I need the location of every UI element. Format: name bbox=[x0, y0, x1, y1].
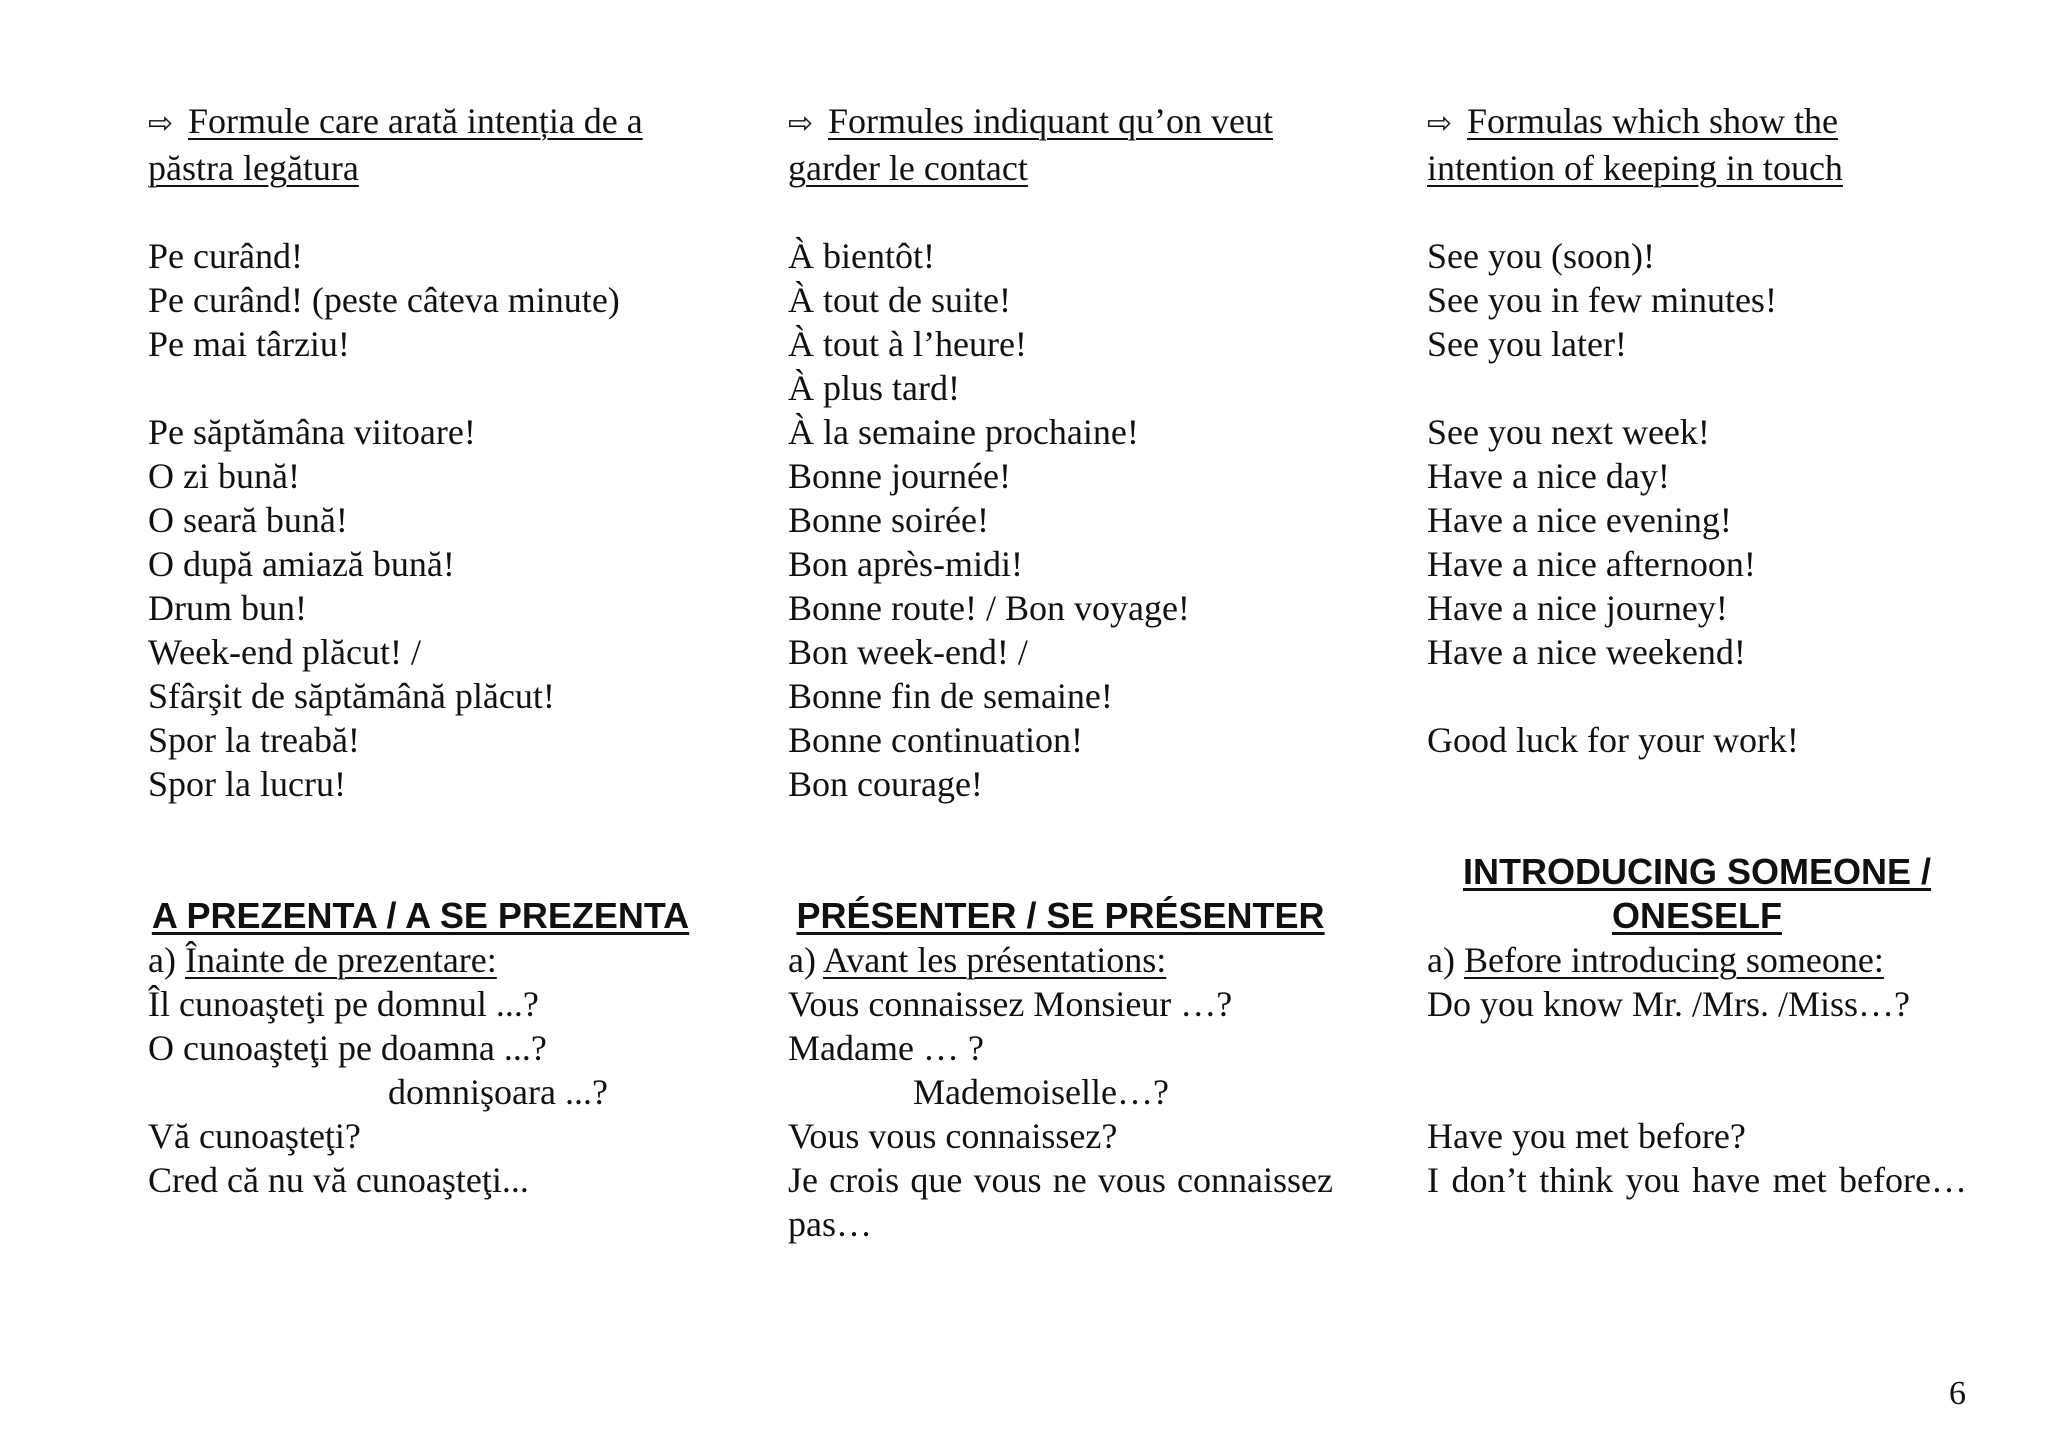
phrase: Have a nice weekend! bbox=[1427, 632, 1746, 672]
question: Mademoiselle…? bbox=[913, 1072, 1169, 1112]
phrase: À plus tard! bbox=[788, 368, 960, 408]
question: O cunoaşteţi pe doamna ...? bbox=[148, 1028, 547, 1068]
column-romanian bbox=[148, 99, 693, 1202]
phrase: See you in few minutes! bbox=[1427, 280, 1777, 320]
phrase: O zi bună! bbox=[148, 456, 300, 496]
section-title-introducing: PRÉSENTER / SE PRÉSENTER bbox=[796, 895, 1325, 936]
sub-heading-line: a) Înainte de prezentare: bbox=[148, 940, 497, 980]
question: Je crois que vous ne vous connaissez pas… bbox=[788, 1160, 1333, 1244]
phrase: See you later! bbox=[1427, 324, 1627, 364]
phrase: Pe curând! bbox=[148, 236, 303, 276]
sub-heading-line: a) Avant les présentations: bbox=[788, 940, 1167, 980]
arrow-right-icon: ⇨ bbox=[148, 106, 174, 141]
phrase: Bonne soirée! bbox=[788, 500, 989, 540]
question: I don’t think you have met before… bbox=[1427, 1160, 1967, 1200]
question: Îl cunoaşteţi pe domnul ...? bbox=[148, 984, 539, 1024]
phrase: À tout à l’heure! bbox=[788, 324, 1027, 364]
sub-heading: Before introducing someone: bbox=[1463, 940, 1884, 980]
phrase: See you (soon)! bbox=[1427, 236, 1655, 276]
column-english bbox=[1427, 99, 1967, 1202]
question: Vous connaissez Monsieur …? bbox=[788, 984, 1233, 1024]
phrase: Bonne journée! bbox=[788, 456, 1011, 496]
phrase: Bon courage! bbox=[788, 764, 983, 804]
phrase: See you next week! bbox=[1427, 412, 1710, 452]
phrase: Week-end plăcut! / bbox=[148, 632, 421, 672]
section-title-introducing: A PREZENTA / A SE PREZENTA bbox=[151, 895, 690, 936]
phrase: À bientôt! bbox=[788, 236, 935, 276]
phrase: Drum bun! bbox=[148, 588, 307, 628]
section-heading-keep-in-touch: ⇨ Formules indiquant qu’on veut garder le contact bbox=[788, 101, 1273, 188]
page-number: 6 bbox=[1949, 1375, 1966, 1412]
phrase: À tout de suite! bbox=[788, 280, 1011, 320]
phrase: Pe mai târziu! bbox=[148, 324, 350, 364]
column-french bbox=[788, 99, 1333, 1246]
section-title-introducing: INTRODUCING SOMEONE / ONESELF bbox=[1462, 851, 1932, 936]
arrow-right-icon: ⇨ bbox=[788, 106, 814, 141]
phrase: Pe curând! (peste câteva minute) bbox=[148, 280, 620, 320]
sub-heading: Înainte de prezentare: bbox=[184, 940, 497, 980]
question: Cred că nu vă cunoaşteţi... bbox=[148, 1160, 529, 1200]
phrase: Sfârşit de săptămână plăcut! bbox=[148, 676, 555, 716]
sub-heading: Avant les présentations: bbox=[822, 940, 1167, 980]
question: Vă cunoaşteţi? bbox=[148, 1116, 361, 1156]
phrase: Bonne fin de semaine! bbox=[788, 676, 1113, 716]
phrase: Bon après-midi! bbox=[788, 544, 1023, 584]
phrase: À la semaine prochaine! bbox=[788, 412, 1139, 452]
phrase: Spor la lucru! bbox=[148, 764, 346, 804]
phrase: O seară bună! bbox=[148, 500, 348, 540]
phrase: Good luck for your work! bbox=[1427, 720, 1799, 760]
arrow-right-icon: ⇨ bbox=[1427, 106, 1453, 141]
question: Madame … ? bbox=[788, 1028, 984, 1068]
question: domnişoara ...? bbox=[388, 1072, 608, 1112]
sub-heading-line: a) Before introducing someone: bbox=[1427, 940, 1884, 980]
question: Do you know Mr. /Mrs. /Miss…? bbox=[1427, 984, 1911, 1024]
phrase: Bonne continuation! bbox=[788, 720, 1083, 760]
phrase: Bon week-end! / bbox=[788, 632, 1028, 672]
question: Vous vous connaissez? bbox=[788, 1116, 1118, 1156]
phrase: Spor la treabă! bbox=[148, 720, 360, 760]
phrase: Have a nice day! bbox=[1427, 456, 1670, 496]
phrase: O după amiază bună! bbox=[148, 544, 455, 584]
phrase: Bonne route! / Bon voyage! bbox=[788, 588, 1190, 628]
phrase: Have a nice evening! bbox=[1427, 500, 1732, 540]
section-heading-keep-in-touch: ⇨ Formulas which show the intention of keeping in touch bbox=[1427, 101, 1843, 188]
phrase: Pe săptămâna viitoare! bbox=[148, 412, 476, 452]
section-heading-keep-in-touch: ⇨ Formule care arată intenția de a păstra legătura bbox=[148, 101, 643, 188]
phrase: Have a nice journey! bbox=[1427, 588, 1728, 628]
phrase: Have a nice afternoon! bbox=[1427, 544, 1756, 584]
question: Have you met before? bbox=[1427, 1116, 1746, 1156]
